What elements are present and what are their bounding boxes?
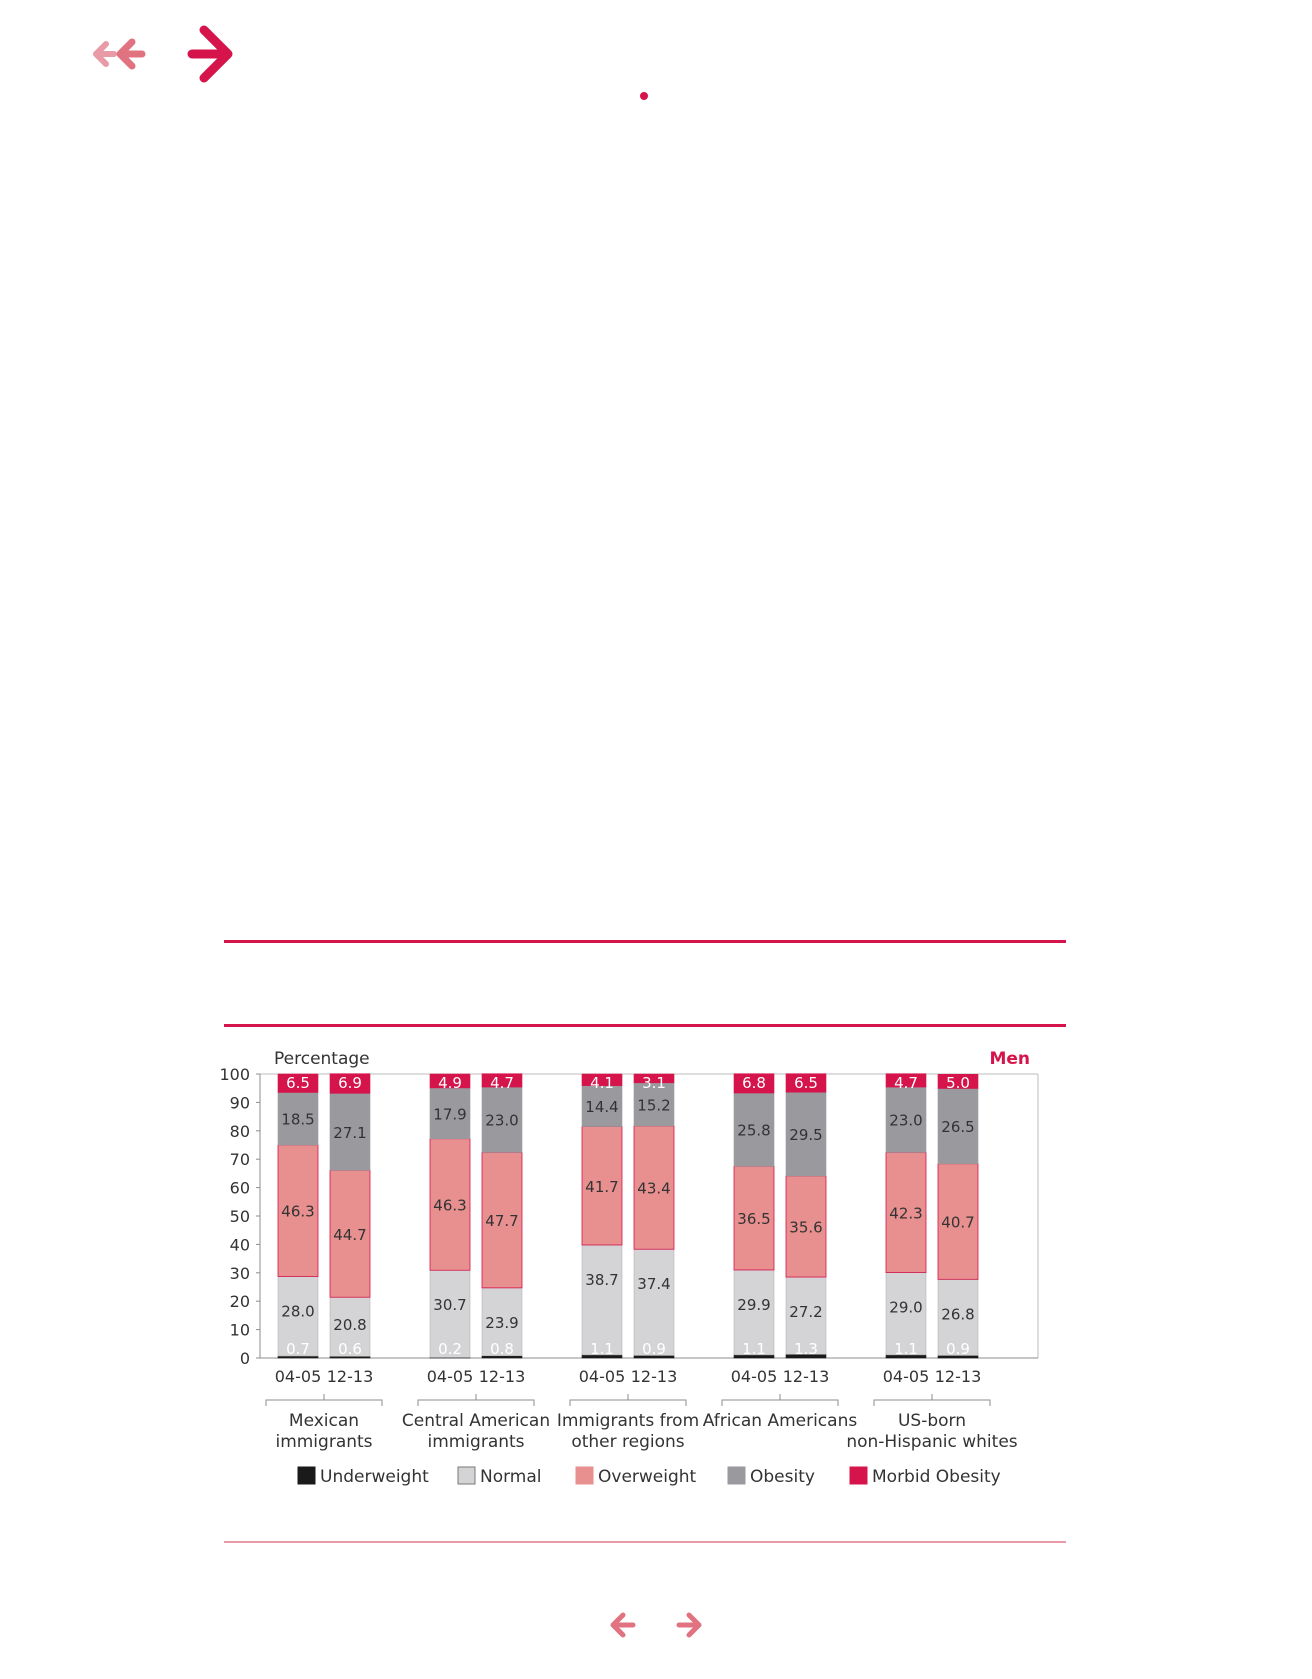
data-label: 0.7 <box>286 1340 310 1358</box>
data-label: 1.1 <box>742 1340 766 1358</box>
legend-label: Obesity <box>750 1467 815 1487</box>
x-tick-label: 04-05 <box>882 1367 930 1386</box>
legend-swatch <box>298 1467 315 1484</box>
data-label: 44.7 <box>333 1225 367 1244</box>
forward-arrow-icon[interactable] <box>182 24 242 88</box>
x-tick-label: 12-13 <box>782 1367 830 1386</box>
group-label: Immigrants from <box>556 1411 700 1431</box>
forward-arrow-icon[interactable] <box>675 1610 705 1644</box>
legend-label: Normal <box>480 1467 542 1487</box>
bar-segment-normal <box>582 1245 622 1355</box>
x-tick-label: 04-05 <box>426 1367 474 1386</box>
x-tick-label: 04-05 <box>274 1367 322 1386</box>
data-label: 29.5 <box>789 1126 823 1145</box>
y-tick-label: 40 <box>229 1235 250 1255</box>
chart-top-rule <box>224 940 1066 943</box>
data-label: 1.1 <box>894 1340 918 1358</box>
y-tick-label: 100 <box>219 1065 250 1084</box>
group-label: African Americans <box>702 1411 858 1431</box>
legend-label: Underweight <box>320 1467 429 1487</box>
y-tick-label: 20 <box>229 1292 250 1312</box>
data-label: 47.7 <box>485 1212 519 1231</box>
data-label: 23.9 <box>485 1313 519 1332</box>
data-label: 26.8 <box>941 1305 975 1324</box>
data-label: 46.3 <box>281 1202 315 1221</box>
data-label: 25.8 <box>737 1121 771 1140</box>
legend-swatch <box>576 1467 593 1484</box>
data-label: 4.7 <box>490 1074 514 1092</box>
group-label: Central American <box>401 1411 551 1431</box>
data-label: 6.8 <box>742 1074 766 1092</box>
double-back-arrow-icon[interactable] <box>92 24 182 88</box>
group-label: US-born <box>897 1411 967 1431</box>
group-label: Mexican <box>288 1411 360 1431</box>
chart-bottom-rule <box>224 1541 1066 1543</box>
top-navigation <box>92 24 242 88</box>
data-label: 6.5 <box>794 1074 818 1092</box>
panel-label: Men <box>989 1049 1030 1069</box>
back-arrow-icon[interactable] <box>607 1610 637 1644</box>
y-tick-label: 90 <box>229 1093 250 1113</box>
data-label: 0.6 <box>338 1340 362 1358</box>
data-label: 27.1 <box>333 1123 367 1142</box>
group-bracket <box>722 1394 838 1406</box>
legend-label: Overweight <box>598 1467 697 1487</box>
data-label: 0.9 <box>946 1340 970 1358</box>
data-label: 23.0 <box>889 1111 923 1130</box>
data-label: 4.7 <box>894 1074 918 1092</box>
chart-header-rule <box>224 1024 1066 1027</box>
legend-label: Morbid Obesity <box>872 1467 1001 1487</box>
data-label: 0.8 <box>490 1340 514 1358</box>
data-label: 0.9 <box>642 1340 666 1358</box>
group-bracket <box>570 1394 686 1406</box>
data-label: 4.1 <box>590 1074 614 1092</box>
data-label: 35.6 <box>789 1218 823 1237</box>
bottom-navigation <box>0 1610 1312 1644</box>
data-label: 28.0 <box>281 1302 315 1321</box>
data-label: 0.2 <box>438 1340 462 1358</box>
data-label: 29.0 <box>889 1298 923 1317</box>
x-tick-label: 12-13 <box>478 1367 526 1386</box>
y-tick-label: 10 <box>229 1320 250 1340</box>
data-label: 20.8 <box>333 1316 367 1334</box>
y-tick-label: 0 <box>239 1349 250 1368</box>
data-label: 26.5 <box>941 1118 975 1137</box>
data-label: 1.1 <box>590 1340 614 1358</box>
data-label: 30.7 <box>433 1296 467 1315</box>
data-label: 4.9 <box>438 1074 462 1092</box>
data-label: 17.9 <box>433 1105 467 1124</box>
data-label: 23.0 <box>485 1111 519 1130</box>
y-tick-label: 30 <box>229 1263 250 1283</box>
data-label: 14.4 <box>585 1098 619 1117</box>
data-label: 37.4 <box>637 1275 671 1294</box>
data-label: 40.7 <box>941 1213 975 1232</box>
data-label: 18.5 <box>281 1110 315 1129</box>
data-label: 3.1 <box>642 1074 666 1092</box>
group-label: immigrants <box>427 1432 525 1452</box>
group-label: other regions <box>571 1432 685 1452</box>
group-bracket <box>266 1394 382 1406</box>
x-tick-label: 12-13 <box>934 1367 982 1386</box>
y-tick-label: 60 <box>229 1178 250 1198</box>
data-label: 29.9 <box>737 1295 771 1314</box>
group-label: non-Hispanic whites <box>846 1432 1018 1452</box>
data-label: 5.0 <box>946 1074 970 1092</box>
data-label: 42.3 <box>889 1204 923 1223</box>
y-tick-label: 50 <box>229 1207 250 1226</box>
x-tick-label: 12-13 <box>326 1367 374 1386</box>
x-tick-label: 04-05 <box>578 1367 626 1386</box>
legend-swatch <box>850 1467 867 1484</box>
group-bracket <box>418 1394 534 1406</box>
data-label: 43.4 <box>637 1179 671 1198</box>
x-tick-label: 04-05 <box>730 1367 778 1386</box>
legend-swatch <box>728 1467 745 1484</box>
data-label: 36.5 <box>737 1210 771 1229</box>
data-label: 27.2 <box>789 1303 823 1322</box>
y-axis-label: Percentage <box>274 1049 370 1069</box>
data-label: 46.3 <box>433 1196 467 1215</box>
data-label: 1.3 <box>794 1340 818 1358</box>
y-tick-label: 70 <box>229 1150 250 1170</box>
legend-swatch <box>458 1467 475 1484</box>
y-tick-label: 80 <box>229 1121 250 1141</box>
data-label: 6.9 <box>338 1074 362 1092</box>
group-label: immigrants <box>275 1432 373 1452</box>
data-label: 41.7 <box>585 1177 619 1196</box>
stacked-bar-chart <box>200 1030 1100 1530</box>
data-label: 38.7 <box>585 1270 619 1289</box>
data-label: 15.2 <box>637 1096 671 1115</box>
data-label: 6.5 <box>286 1074 310 1092</box>
group-bracket <box>874 1394 990 1406</box>
decorative-dot <box>640 92 648 100</box>
x-tick-label: 12-13 <box>630 1367 678 1386</box>
